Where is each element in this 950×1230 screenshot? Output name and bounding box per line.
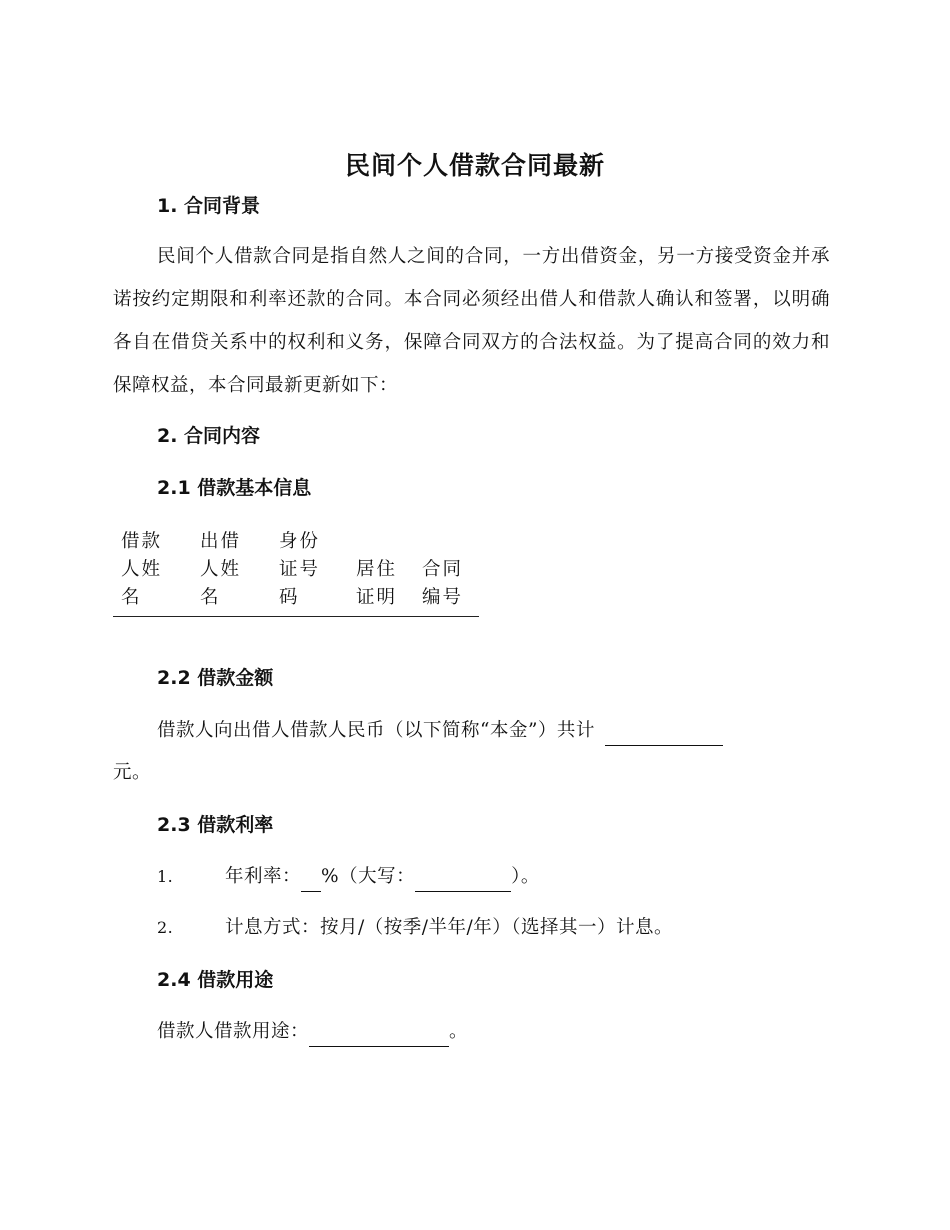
list-number: 2. xyxy=(157,918,174,937)
section-heading-contents: 2. 合同内容 xyxy=(157,425,261,447)
annual-rate-uppercase-blank[interactable] xyxy=(415,869,511,892)
section-heading-basic-info: 2.1 借款基本信息 xyxy=(157,477,312,499)
loan-purpose-line xyxy=(157,1017,468,1047)
annual-rate-label: 年利率： xyxy=(225,866,302,887)
annual-rate-uppercase-label: %（大写： xyxy=(321,866,416,887)
interest-item-calc-method xyxy=(157,913,673,943)
page-title: 民间个人借款合同最新 xyxy=(344,151,605,180)
loan-amount-line xyxy=(157,716,723,746)
section-heading-loan-purpose: 2.4 借款用途 xyxy=(157,969,274,991)
section-heading-interest-rate: 2.3 借款利率 xyxy=(157,814,274,836)
calc-method-text: 计息方式：按月/（按季/半年/年）（选择其一）计息。 xyxy=(225,917,673,938)
background-paragraph: 民间个人借款合同是指自然人之间的合同，一方出借资金，另一方接受资金并承诺按约定期限和利率还款的合同。本合同必须经出借人和借款人确认和签署，以明确各自在借贷关系中的权利和义务，保障合同双方的合法权益。为了提高合同的效力和保障权益，本合同最新更新如下： xyxy=(113,246,830,396)
table-header-contract-number: 合同编号 xyxy=(422,559,464,608)
table-header-id-number: 身份证号码 xyxy=(279,531,321,608)
loan-purpose-blank[interactable] xyxy=(309,1024,449,1047)
list-number: 1. xyxy=(157,867,174,886)
loan-amount-blank[interactable] xyxy=(605,723,723,746)
section-heading-background: 1. 合同背景 xyxy=(157,195,261,217)
loan-purpose-label: 借款人借款用途： xyxy=(157,1021,310,1042)
loan-amount-text: 借款人向出借人借款人民币（以下简称“本金”）共计 xyxy=(157,720,595,741)
loan-purpose-period: 。 xyxy=(449,1021,469,1042)
table-header-borrower-name: 借款人姓名 xyxy=(121,531,163,608)
table-header-lender-name: 出借人姓名 xyxy=(200,531,242,608)
annual-rate-blank[interactable] xyxy=(301,869,321,892)
loan-info-table xyxy=(113,528,479,617)
section-heading-loan-amount: 2.2 借款金额 xyxy=(157,667,274,689)
interest-item-annual-rate xyxy=(157,862,540,892)
loan-amount-unit: 元。 xyxy=(113,762,152,783)
table-header-residence-proof: 居住证明 xyxy=(356,559,398,608)
annual-rate-close: ）。 xyxy=(511,866,540,887)
